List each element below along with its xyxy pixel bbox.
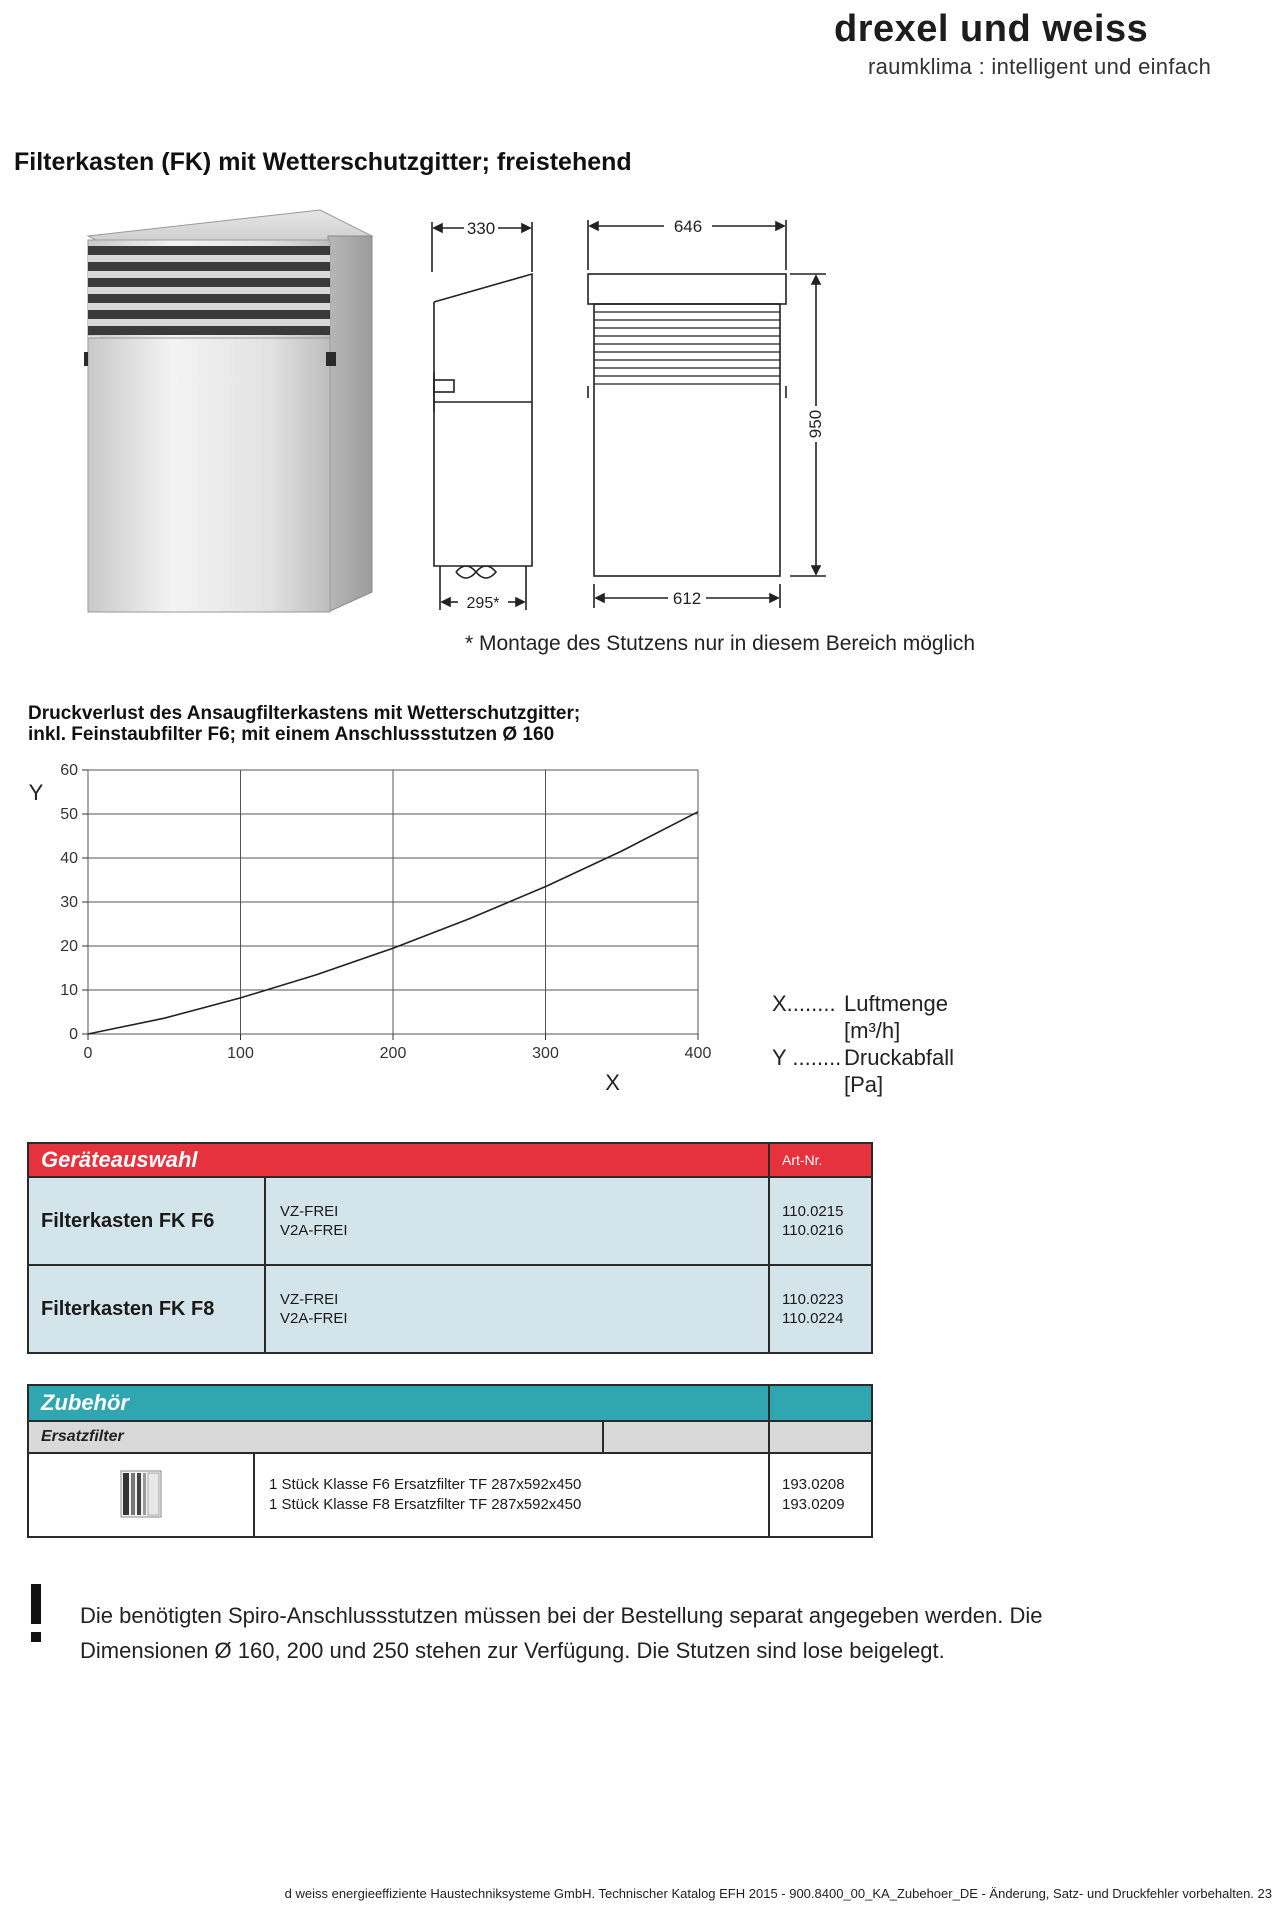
article-number: 193.0208 (782, 1476, 845, 1493)
accessories-table-header (28, 1385, 872, 1421)
chart-x-tick-label: 200 (379, 1045, 407, 1062)
accessory-description (254, 1453, 769, 1537)
chart-y-tick-label: 0 (69, 1026, 78, 1043)
exclamation-icon (30, 1584, 42, 1644)
device-selection-table (27, 1142, 873, 1354)
chart-x-tick-label: 400 (684, 1045, 712, 1062)
chart-x-tick-label: 0 (83, 1045, 93, 1062)
chart-x-label: X (605, 1070, 620, 1090)
chart-ticks (60, 762, 711, 1062)
table-row (28, 1177, 872, 1265)
chart-y-label: Y (28, 780, 44, 805)
legend-y-key: Y ........ (772, 1045, 842, 1070)
accessory-line: 1 Stück Klasse F8 Ersatzfilter TF 287x592x450 (269, 1496, 582, 1513)
chart-y-tick-label: 50 (60, 806, 78, 823)
legend-x-unit: [m³/h] (844, 1018, 901, 1043)
product-variants (265, 1177, 769, 1265)
montage-note: * Montage des Stutzens nur in diesem Bereich möglich (465, 632, 976, 655)
art-nr-header: Art-Nr. (769, 1143, 872, 1177)
chart-grid (88, 770, 698, 1034)
legend-x-key: X........ (772, 991, 836, 1016)
dim-side-bottom: 295* (466, 595, 500, 612)
article-number: 193.0209 (782, 1496, 845, 1513)
chart-legend (772, 990, 954, 1098)
article-number: 110.0215 (782, 1203, 844, 1220)
brand-name: drexel und weiss (834, 8, 1149, 50)
article-numbers (769, 1177, 872, 1265)
legend-y-unit: [Pa] (844, 1072, 884, 1097)
chart-y-tick-label: 30 (60, 894, 78, 911)
variant-label: V2A-FREI (280, 1222, 348, 1239)
table-row (28, 1453, 872, 1537)
legend-y-label: Druckabfall (844, 1045, 955, 1070)
chart-y-tick-label: 20 (60, 938, 78, 955)
side-view-drawing (420, 212, 540, 612)
chart-y-tick-label: 60 (60, 762, 78, 779)
product-name: Filterkasten FK F8 (28, 1265, 265, 1353)
product-photo (80, 200, 380, 620)
device-table-header (28, 1143, 872, 1177)
dim-front-bottom: 612 (672, 589, 702, 608)
article-number: 110.0224 (782, 1310, 844, 1327)
filter-cartridge-icon (119, 1467, 163, 1519)
pressure-drop-chart (20, 750, 720, 1090)
device-table-title: Geräteauswahl (28, 1143, 769, 1177)
footer: d weiss energieeffiziente Haustechniksysteme GmbH. Technischer Katalog EFH 2015 - 900.8400_00_KA_Zubehoer_DE - Änderung, Satz- und Druckfehler vorbehalten. 23 (284, 1886, 1272, 1901)
product-variants (265, 1265, 769, 1353)
chart-caption (28, 703, 748, 745)
chart-caption-line1: Druckverlust des Ansaugfilterkastens mit Wetterschutzgitter; (28, 703, 581, 724)
article-numbers (769, 1453, 872, 1537)
article-number: 110.0216 (782, 1222, 844, 1239)
accessories-table (27, 1384, 873, 1538)
chart-x-tick-label: 100 (227, 1045, 254, 1062)
chart-x-tick-label: 300 (532, 1045, 559, 1062)
article-numbers (769, 1265, 872, 1353)
table-row (28, 1265, 872, 1353)
chart-caption-line2: inkl. Feinstaubfilter F6; mit einem Anschlussstutzen Ø 160 (28, 724, 555, 745)
variant-label: VZ-FREI (280, 1291, 339, 1308)
dim-height: 950 (806, 409, 825, 439)
article-number: 110.0223 (782, 1291, 844, 1308)
legend-x-label: Luftmenge (844, 991, 948, 1016)
chart-y-tick-label: 10 (60, 982, 78, 999)
front-view-drawing (580, 212, 840, 612)
chart-y-tick-label: 40 (60, 850, 78, 867)
accessories-title: Zubehör (28, 1385, 769, 1421)
variant-label: VZ-FREI (280, 1203, 339, 1220)
notice-text: Die benötigten Spiro-Anschlussstutzen müssen bei der Bestellung separat angegeben werden. Die Dimensionen Ø 160, 200 und 250 stehen zur Verfügung. Die Stutzen sind lose beigelegt. (80, 1603, 1043, 1663)
accessories-subtitle: Ersatzfilter (28, 1421, 603, 1453)
page-title: Filterkasten (FK) mit Wetterschutzgitter; freistehend (14, 148, 632, 176)
accessory-image-cell (28, 1453, 254, 1537)
accessories-subheader (28, 1421, 872, 1453)
product-name: Filterkasten FK F6 (28, 1177, 265, 1265)
dim-front-top: 646 (673, 217, 703, 236)
brand-tagline: raumklima : intelligent und einfach (868, 54, 1212, 79)
variant-label: V2A-FREI (280, 1310, 348, 1327)
dim-side-top: 330 (466, 219, 496, 238)
accessory-line: 1 Stück Klasse F6 Ersatzfilter TF 287x592x450 (269, 1476, 582, 1493)
